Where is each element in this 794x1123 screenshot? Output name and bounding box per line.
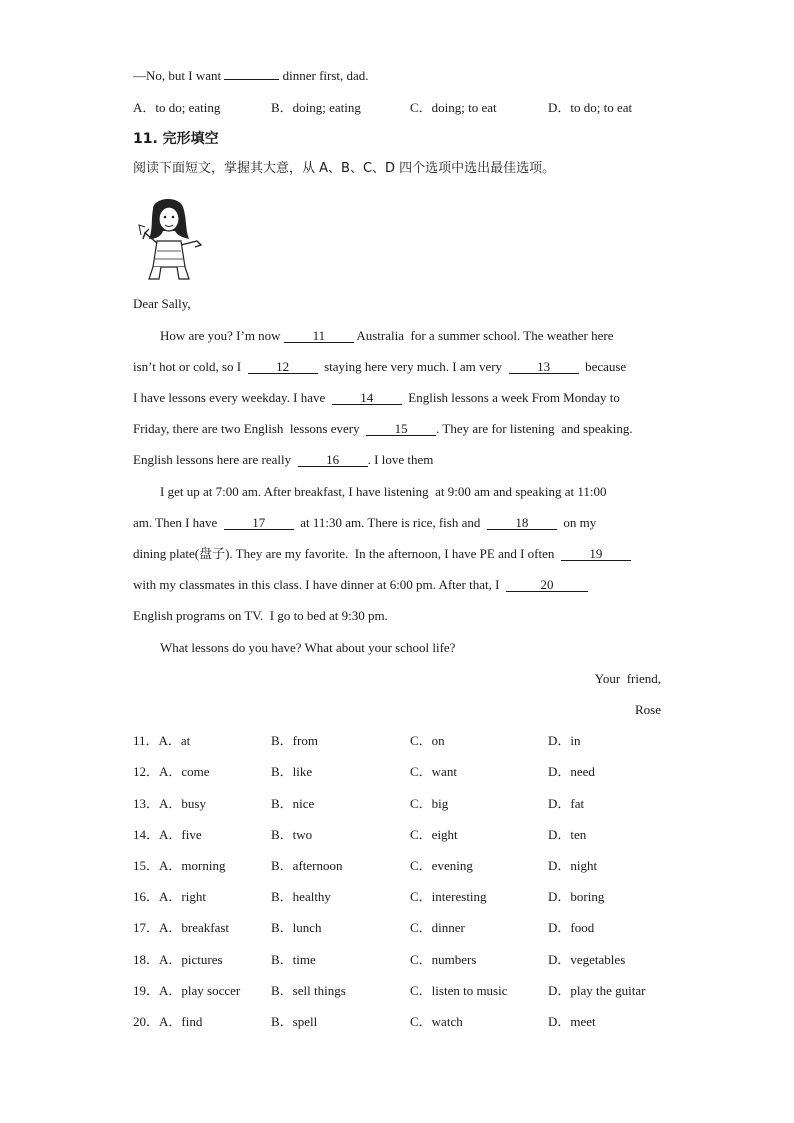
option-b: B．lunch [271, 920, 322, 935]
q10-answer-line [133, 68, 369, 84]
option-d: D．ten [548, 827, 587, 842]
option-b: B．sell things [271, 983, 346, 998]
q10-option-a: A．to do; eating [133, 100, 221, 115]
blank-17: 17 [224, 516, 294, 530]
option-c: C．dinner [410, 920, 465, 935]
option-a: 20．A．find [133, 1014, 203, 1029]
q10-blank [224, 79, 279, 80]
option-d: D．food [548, 920, 595, 935]
option-b: B．spell [271, 1014, 318, 1029]
letter-closing: Your friend, [594, 671, 661, 686]
option-d: D．meet [548, 1014, 596, 1029]
blank-18: 18 [487, 516, 557, 530]
option-a: 18．A．pictures [133, 952, 223, 967]
option-c: C．want [410, 764, 457, 779]
option-a: 14．A．five [133, 827, 202, 842]
option-a: 13．A．busy [133, 796, 206, 811]
option-a: 19．A．play soccer [133, 983, 241, 998]
option-d: D．night [548, 858, 598, 873]
option-c: C．eight [410, 827, 458, 842]
letter-line-4: Friday, there are two English lessons every 15 . They are for listening and speaking. [133, 421, 633, 436]
option-b: B．healthy [271, 889, 331, 904]
letter-signature: Rose [635, 702, 661, 717]
letter-line-9: with my classmates in this class. I have dinner at 6:00 pm. After that, I 20 [133, 577, 588, 593]
option-a: 12．A．come [133, 764, 210, 779]
option-d: D．in [548, 733, 581, 748]
letter-greeting: Dear Sally, [133, 296, 191, 311]
option-d: D．fat [548, 796, 585, 811]
q10-option-b: B．doing; eating [271, 100, 361, 115]
blank-13: 13 [509, 360, 579, 374]
option-a: 11．A．at [133, 733, 191, 748]
q10-option-c: C．doing; to eat [410, 100, 497, 115]
letter-line-6: I get up at 7:00 am. After breakfast, I have listening at 9:00 am and speaking at 11:00 [160, 484, 607, 499]
letter-line-2: isn’t hot or cold, so I 12 staying here very much. I am very 13 because [133, 359, 627, 374]
letter-line-10: English programs on TV. I go to bed at 9:30 pm. [133, 608, 388, 623]
option-a: 17．A．breakfast [133, 920, 230, 935]
option-d: D．vegetables [548, 952, 626, 967]
option-b: B．afternoon [271, 858, 343, 873]
q10-answer-suffix: dinner first, dad. [279, 68, 369, 83]
option-a: 16．A．right [133, 889, 206, 904]
option-d: D．play the guitar [548, 983, 646, 998]
section-instruction: 阅读下面短文，掌握其大意，从 A、B、C、D 四个选项中选出最佳选项。 [133, 161, 556, 176]
section-title: 11. 完形填空 [133, 131, 219, 147]
q10-option-d: D．to do; to eat [548, 100, 633, 115]
letter-line-8: dining plate(盘子). They are my favorite. In the afternoon, I have PE and I often 19 [133, 546, 631, 562]
girl-illustration [135, 195, 205, 281]
option-b: B．from [271, 733, 318, 748]
blank-20: 20 [506, 578, 588, 592]
blank-12: 12 [248, 360, 318, 374]
letter-line-3: I have lessons every weekday. I have 14 English lessons a week From Monday to [133, 390, 620, 405]
blank-11: 11 [284, 329, 354, 343]
blank-15: 15 [366, 422, 436, 436]
option-d: D．boring [548, 889, 605, 904]
option-b: B．two [271, 827, 313, 842]
letter-line-1: How are you? I’m now 11 Australia for a summer school. The weather here [160, 328, 614, 343]
option-c: C．interesting [410, 889, 487, 904]
option-b: B．time [271, 952, 316, 967]
blank-14: 14 [332, 391, 402, 405]
letter-line-7: am. Then I have 17 at 11:30 am. There is rice, fish and 18 on my [133, 515, 597, 530]
option-c: C．watch [410, 1014, 463, 1029]
option-a: 15．A．morning [133, 858, 226, 873]
option-c: C．on [410, 733, 445, 748]
blank-19: 19 [561, 547, 631, 561]
letter-line-11: What lessons do you have? What about your school life? [160, 640, 456, 655]
blank-16: 16 [298, 453, 368, 467]
option-d: D．need [548, 764, 595, 779]
option-b: B．like [271, 764, 313, 779]
option-c: C．numbers [410, 952, 477, 967]
option-c: C．listen to music [410, 983, 508, 998]
letter-line-5: English lessons here are really 16 . I love them [133, 452, 434, 467]
option-c: C．evening [410, 858, 473, 873]
option-b: B．nice [271, 796, 315, 811]
q10-answer-prefix: —No, but I want [133, 68, 225, 83]
option-c: C．big [410, 796, 449, 811]
